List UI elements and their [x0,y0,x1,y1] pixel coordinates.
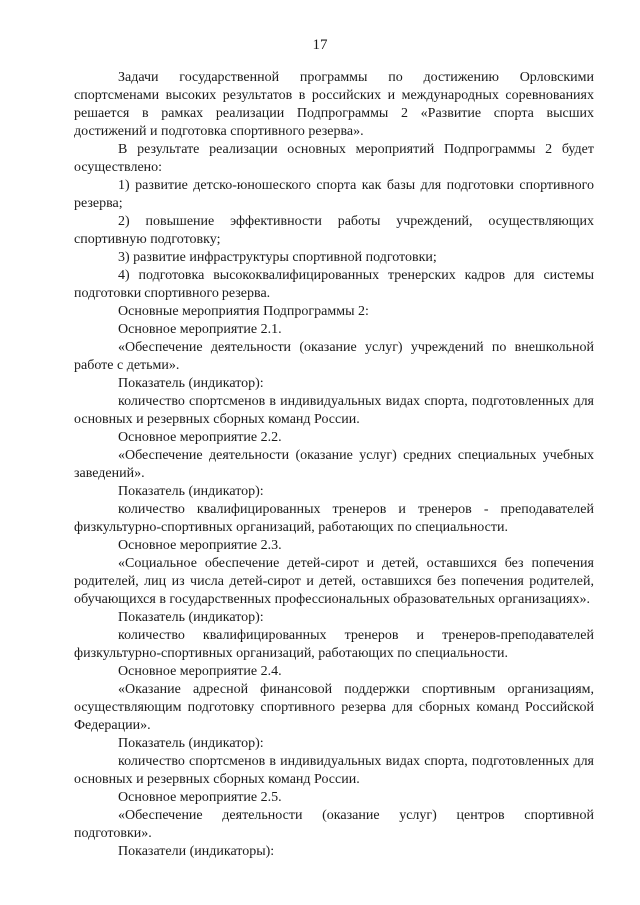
paragraph-7: Основные мероприятия Подпрограммы 2: [118,304,369,319]
paragraph-26: Показатели (индикаторы): [118,844,275,859]
paragraph-4: 2) повышение эффективности работы учреждений, осуществляющих спортивную подготовку; [74,214,594,247]
paragraph-20: Основное мероприятие 2.4. [118,664,282,679]
paragraph-13: «Обеспечение деятельности (оказание услуг) средних специальных учебных заведений». [74,448,594,481]
paragraph-3: 1) развитие детско-юношеского спорта как базы для подготовки спортивного резерва; [74,178,594,211]
paragraph-19: количество квалифицированных тренеров и тренеров-преподавателей физкультурно-спортивных организаций, работающих по специальности. [74,628,594,661]
paragraph-11: количество спортсменов в индивидуальных видах спорта, подготовленных для основных и резервных сборных команд России. [74,394,594,427]
paragraph-24: Основное мероприятие 2.5. [118,790,282,805]
paragraph-21: «Оказание адресной финансовой поддержки спортивным организациям, осуществляющим подготовку спортивного резерва для сборных команд Российской Федерации». [74,682,594,733]
paragraph-2: В результате реализации основных мероприятий Подпрограммы 2 будет осуществлено: [74,142,594,175]
paragraph-14: Показатель (индикатор): [118,484,264,499]
paragraph-1: Задачи государственной программы по достижению Орловскими спортсменами высоких результатов в российских и международных соревнованиях решается в рамках реализации Подпрограммы 2 «Развитие спорта высших достижений и подготовка спортивного резерва». [74,70,594,139]
paragraph-17: «Социальное обеспечение детей-сирот и детей, оставшихся без попечения родителей, лиц из числа детей-сирот и детей, оставшихся без попечения родителей, обучающихся в государственных профессиональных образовательных организациях». [74,556,594,607]
paragraph-5: 3) развитие инфраструктуры спортивной подготовки; [118,250,437,265]
paragraph-18: Показатель (индикатор): [118,610,264,625]
paragraph-8: Основное мероприятие 2.1. [118,322,282,337]
page-number: 17 [312,37,328,53]
paragraph-10: Показатель (индикатор): [118,376,264,391]
paragraph-23: количество спортсменов в индивидуальных видах спорта, подготовленных для основных и резервных сборных команд России. [74,754,594,787]
paragraph-16: Основное мероприятие 2.3. [118,538,282,553]
paragraph-22: Показатель (индикатор): [118,736,264,751]
paragraph-25: «Обеспечение деятельности (оказание услуг) центров спортивной подготовки». [74,808,594,841]
document-body [74,69,594,861]
paragraph-12: Основное мероприятие 2.2. [118,430,282,445]
paragraph-9: «Обеспечение деятельности (оказание услуг) учреждений по внешкольной работе с детьми». [74,340,594,373]
paragraph-6: 4) подготовка высококвалифицированных тренерских кадров для системы подготовки спортивного резерва. [74,268,594,301]
paragraph-15: количество квалифицированных тренеров и тренеров - преподавателей физкультурно-спортивных организаций, работающих по специальности. [74,502,594,535]
